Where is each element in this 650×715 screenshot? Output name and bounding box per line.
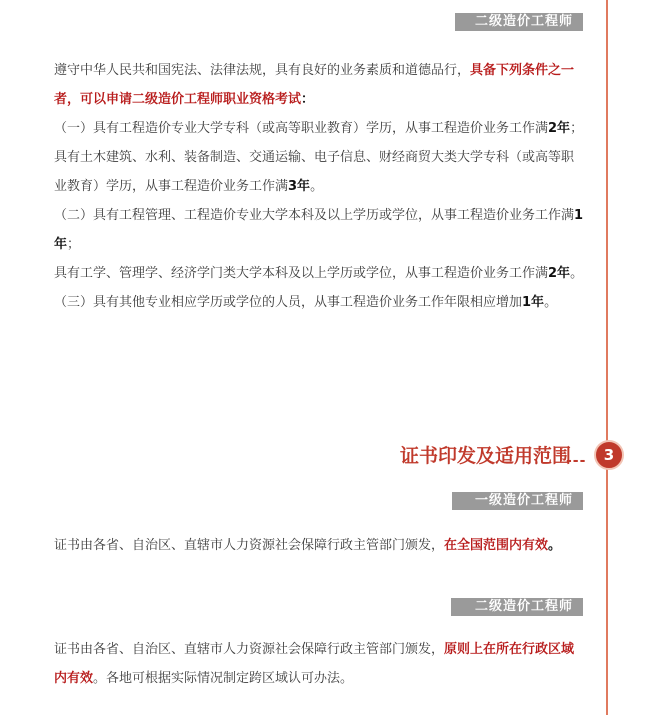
paragraph-item-2: （二）具有工程管理、工程造价专业大学本科及以上学历或学位，从事工程造价业务工作满1年； bbox=[54, 208, 584, 252]
scope-level1-block bbox=[54, 531, 584, 560]
tag-level2-top: 二级造价工程师 bbox=[455, 13, 583, 31]
paragraph-scope-level1: 证书由各省、自治区、直辖市人力资源社会保障行政主管部门颁发，在全国范围内有效。 bbox=[54, 538, 562, 553]
timeline-line bbox=[606, 0, 608, 715]
tag-level2-bottom: 二级造价工程师 bbox=[451, 598, 583, 616]
requirements-block bbox=[54, 56, 584, 317]
section-title: 证书印发及适用范围 bbox=[400, 445, 572, 467]
paragraph-item-1b: 具有土木建筑、水利、装备制造、交通运输、电子信息、财经商贸大类大学专科（或高等职业教育）学历，从事工程造价业务工作满3年。 bbox=[54, 150, 575, 194]
paragraph-intro: 遵守中华人民共和国宪法、法律法规，具有良好的业务素质和道德品行，具备下列条件之一者，可以申请二级造价工程师职业资格考试： bbox=[54, 63, 575, 107]
scope-level2-block bbox=[54, 635, 584, 693]
paragraph-item-1: （一）具有工程造价专业大学专科（或高等职业教育）学历，从事工程造价业务工作满2年； bbox=[54, 121, 584, 136]
section-heading bbox=[400, 440, 632, 472]
paragraph-item-2b: 具有工学、管理学、经济学门类大学本科及以上学历或学位，从事工程造价业务工作满2年。 bbox=[54, 266, 584, 281]
paragraph-item-3: （三）具有其他专业相应学历或学位的人员，从事工程造价业务工作年限相应增加1年。 bbox=[54, 295, 558, 310]
paragraph-scope-level2: 证书由各省、自治区、直辖市人力资源社会保障行政主管部门颁发，原则上在所在行政区域内有效。各地可根据实际情况制定跨区域认可办法。 bbox=[54, 642, 575, 686]
section-dashes: --- bbox=[566, 453, 587, 469]
section-number-badge: 3 bbox=[594, 440, 624, 470]
tag-level1: 一级造价工程师 bbox=[452, 492, 583, 510]
